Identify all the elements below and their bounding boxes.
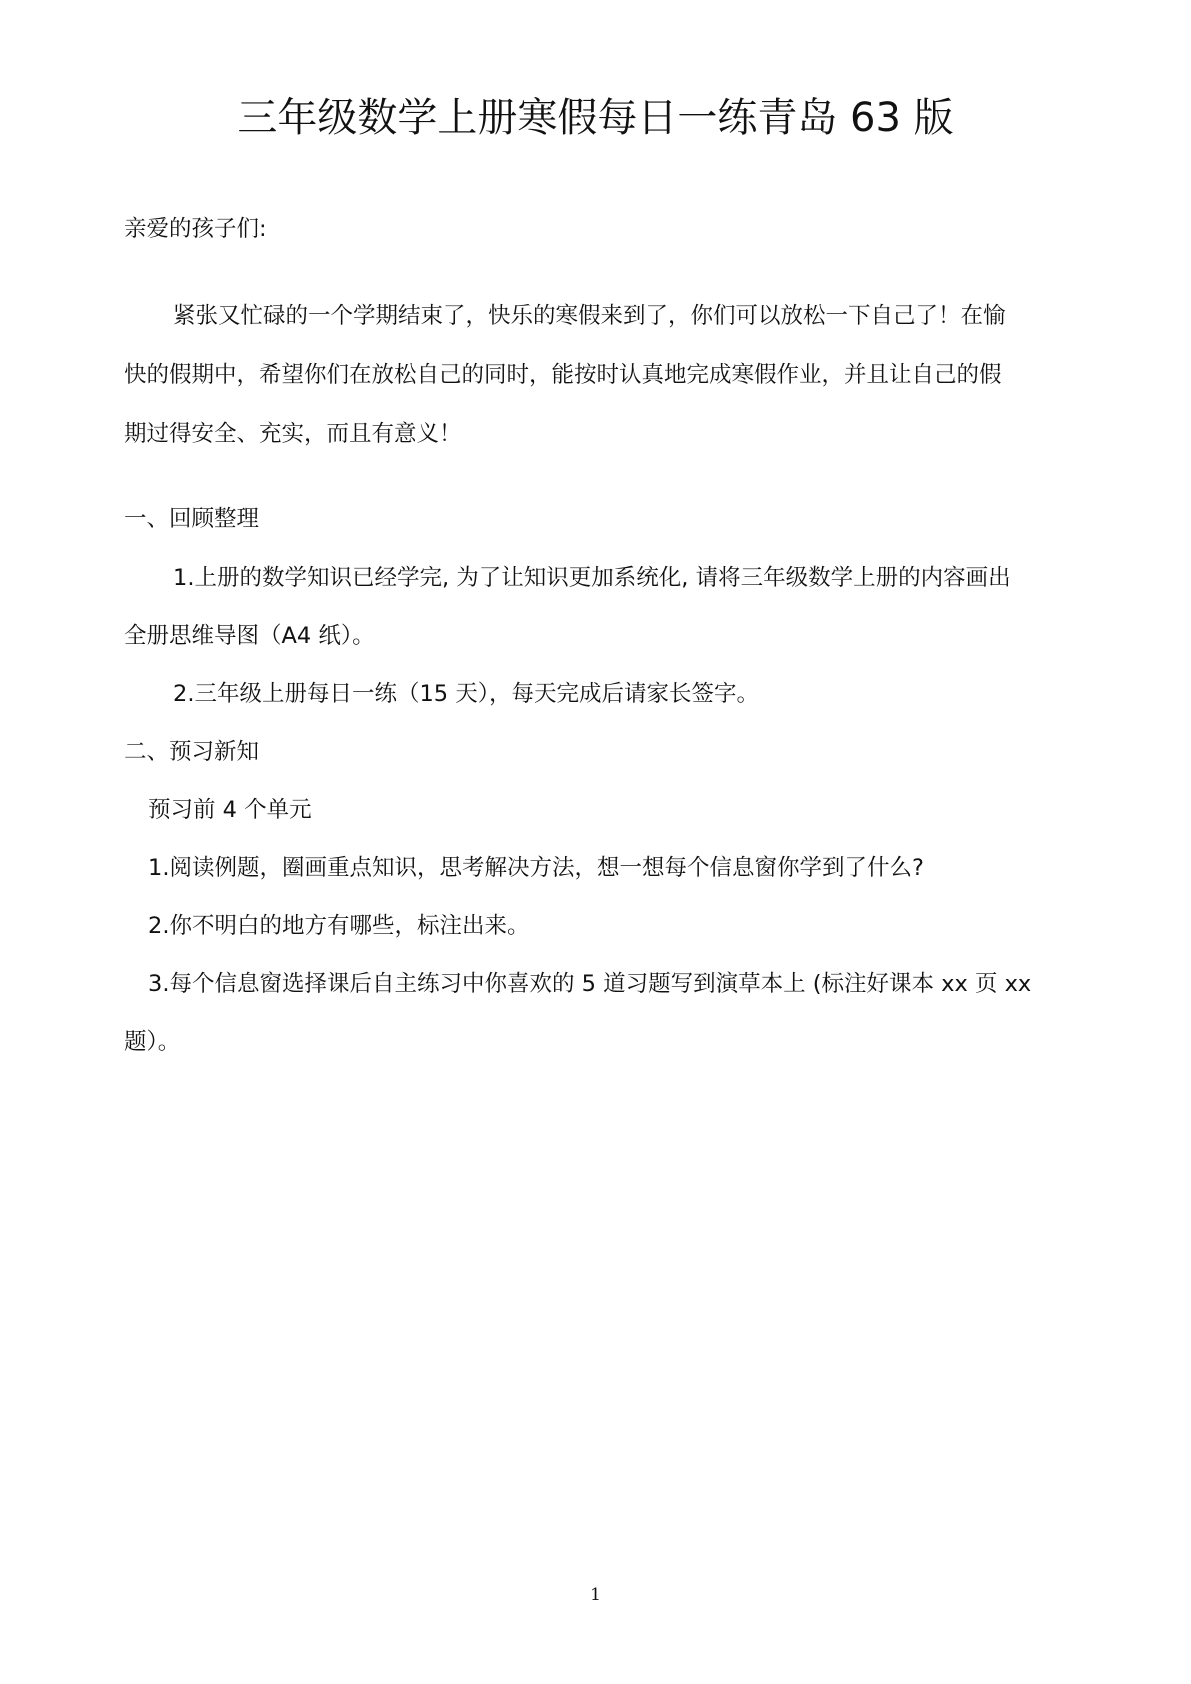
section-heading-preview: 二、预习新知 [124,739,260,765]
preview-subheading: 预习前 4 个单元 [148,797,312,823]
intro-line-2: 快的假期中，希望你们在放松自己的同时，能按时认真地完成寒假作业，并且让自己的假 [124,362,1002,388]
intro-line-3: 期过得安全、充实，而且有意义！ [124,421,462,447]
preview-item-2: 2.你不明白的地方有哪些，标注出来。 [148,913,530,939]
review-item-2: 2.三年级上册每日一练（15 天），每天完成后请家长签字。 [173,681,760,707]
intro-line-1: 紧张又忙碌的一个学期结束了，快乐的寒假来到了，你们可以放松一下自己了！在愉 [173,303,1006,329]
preview-item-3-line-1: 3.每个信息窗选择课后自主练习中你喜欢的 5 道习题写到演草本上 (标注好课本 xx 页 xx [148,971,1032,997]
section-heading-review: 一、回顾整理 [124,506,260,532]
page-number: 1 [590,1585,601,1605]
document-title: 三年级数学上册寒假每日一练青岛 63 版 [237,95,954,141]
preview-item-3-line-2: 题）。 [124,1029,181,1055]
review-item-1-line-2: 全册思维导图（A4 纸）。 [124,623,375,649]
preview-item-1: 1.阅读例题，圈画重点知识，思考解决方法，想一想每个信息窗你学到了什么? [148,855,924,881]
greeting: 亲爱的孩子们: [124,216,267,242]
review-item-1-line-1: 1.上册的数学知识已经学完, 为了让知识更加系统化, 请将三年级数学上册的内容画出 [173,565,1011,591]
